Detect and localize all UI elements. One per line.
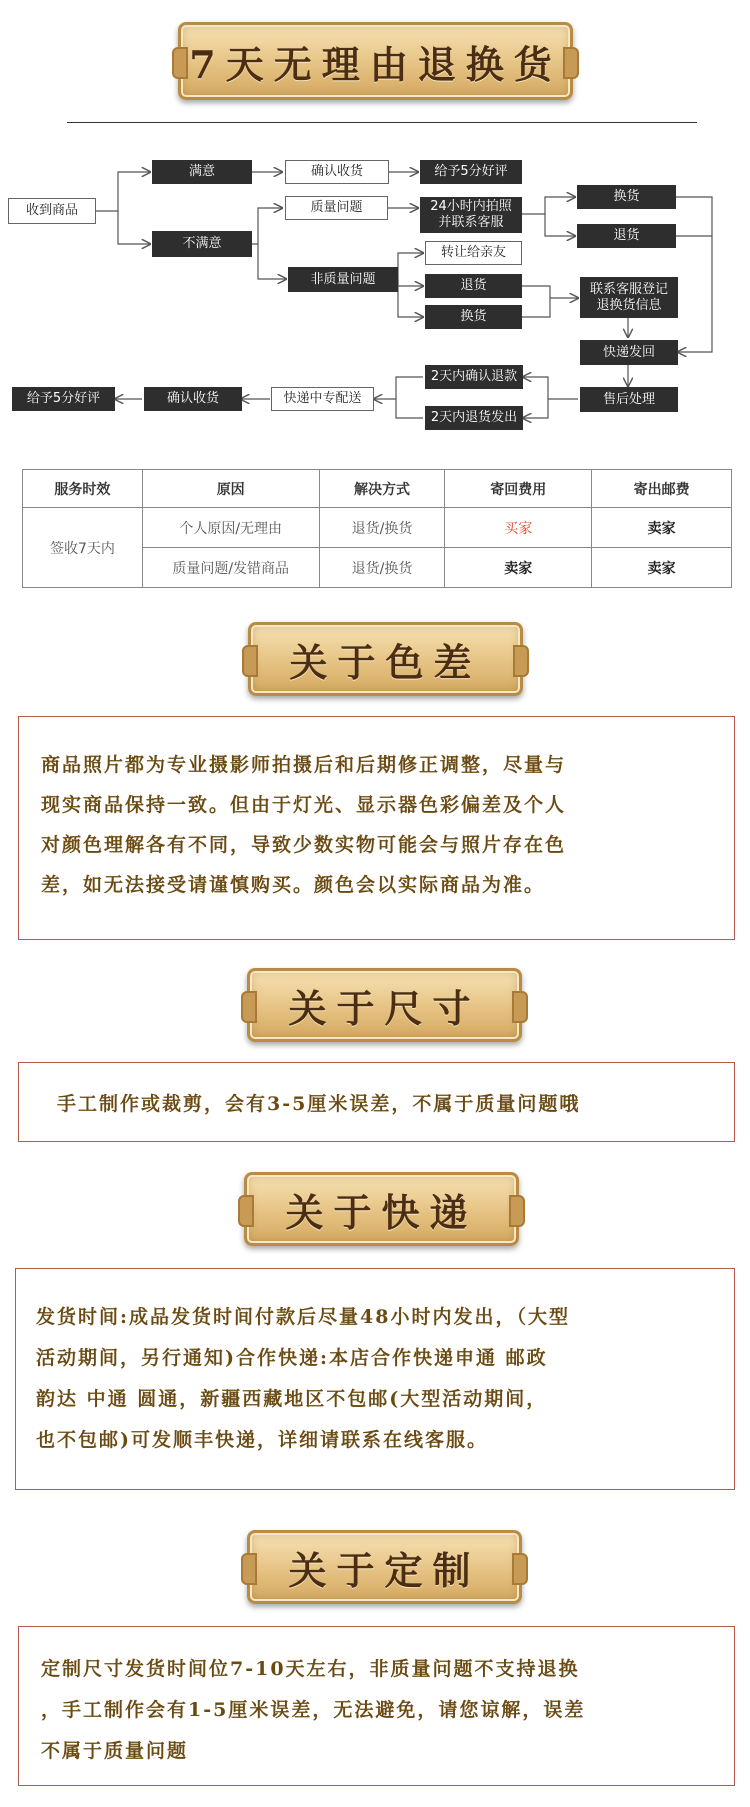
flow-transfer: 转让给亲友 (425, 241, 522, 265)
flow-in-delivery: 快递中专配送 (271, 387, 374, 411)
flow-register-line2: 退换货信息 (596, 297, 662, 313)
size-title: 关于尺寸 (288, 985, 481, 1031)
flow-confirm-receipt-2: 确认收货 (144, 387, 242, 411)
flow-confirm-receipt: 确认收货 (285, 160, 389, 184)
express-banner (244, 1172, 519, 1246)
flow-photo-contact (420, 197, 522, 233)
color-text-line: 差，如无法接受请谨慎购买。颜色会以实际商品为准。 (41, 874, 546, 896)
color-text-line: 现实商品保持一致。但由于灯光、显示器色彩偏差及个人 (41, 794, 567, 816)
express-text-line: 也不包邮)可发顺丰快递，详细请联系在线客服。 (36, 1429, 488, 1451)
flow-photo-contact-line2: 并联系客服 (438, 215, 504, 230)
express-panel (15, 1268, 735, 1490)
custom-text-line: 不属于质量问题 (41, 1740, 189, 1762)
size-banner (247, 968, 522, 1042)
custom-text-line: ，手工制作会有1-5厘米误差，无法避免，请您谅解，误差 (41, 1699, 586, 1721)
flow-after-sale: 售后处理 (580, 387, 678, 412)
flow-refund-2d: 2天内确认退款 (425, 365, 523, 389)
table-header: 原因 (142, 470, 319, 508)
custom-text-line: 定制尺寸发货时间位7-10天左右，非质量问题不支持退换 (41, 1658, 580, 1680)
return-policy-title: 7天无理由退换货 (189, 41, 562, 87)
table-cell: 卖家 (445, 548, 592, 588)
table-header: 寄回费用 (445, 470, 592, 508)
flow-receive: 收到商品 (8, 198, 96, 224)
table-cell: 卖家 (592, 508, 732, 548)
table-cell: 质量问题/发错商品 (142, 548, 319, 588)
table-cell: 退货/换货 (319, 548, 445, 588)
table-header: 服务时效 (23, 470, 143, 508)
flow-return: 退货 (425, 274, 522, 298)
flow-photo-contact-line1: 24小时内拍照 (430, 199, 512, 215)
flow-exchange: 换货 (425, 305, 522, 329)
flow-good-review: 给予5分好评 (420, 160, 522, 184)
express-text-line: 发货时间:成品发货时间付款后尽量48小时内发出，（大型 (36, 1306, 570, 1328)
flow-good-review-2: 给予5分好评 (12, 387, 115, 411)
service-table (22, 469, 732, 588)
express-text-line: 韵达 中通 圆通，新疆西藏地区不包邮(大型活动期间， (36, 1388, 548, 1410)
size-text: 手工制作或裁剪，会有3-5厘米误差，不属于质量问题哦 (57, 1092, 581, 1115)
table-row (23, 508, 732, 548)
table-cell: 退货/换货 (319, 508, 445, 548)
flow-resend-2d: 2天内退货发出 (425, 406, 523, 430)
table-header: 寄出邮费 (592, 470, 732, 508)
flow-satisfied: 满意 (152, 160, 252, 184)
flow-exchange-right: 换货 (577, 185, 676, 209)
color-banner (248, 622, 523, 696)
custom-panel (18, 1626, 735, 1786)
custom-banner (247, 1530, 522, 1604)
express-title: 关于快递 (285, 1189, 478, 1235)
size-panel (18, 1062, 735, 1142)
color-panel (18, 716, 735, 940)
table-header: 解决方式 (319, 470, 445, 508)
flow-ship-back: 快递发回 (580, 340, 678, 365)
color-title: 关于色差 (289, 639, 482, 685)
flow-unsatisfied: 不满意 (152, 231, 252, 257)
table-cell: 卖家 (592, 548, 732, 588)
flow-register (580, 277, 678, 318)
express-text-line: 活动期间，另行通知)合作快递:本店合作快递申通 邮政 (36, 1347, 548, 1369)
table-cell-highlight: 买家 (445, 508, 592, 548)
table-header-row (23, 470, 732, 508)
custom-title: 关于定制 (288, 1547, 481, 1593)
flow-non-quality: 非质量问题 (288, 267, 398, 292)
flow-return-right: 退货 (577, 224, 676, 248)
color-text-line: 商品照片都为专业摄影师拍摄后和后期修正调整，尽量与 (41, 754, 567, 776)
table-cell-period: 签收7天内 (23, 508, 143, 588)
table-cell: 个人原因/无理由 (142, 508, 319, 548)
flowchart-connectors (0, 0, 750, 440)
flow-register-line1: 联系客服登记 (589, 281, 668, 297)
flow-quality-issue: 质量问题 (285, 196, 388, 220)
color-text-line: 对颜色理解各有不同，导致少数实物可能会与照片存在色 (41, 834, 567, 856)
